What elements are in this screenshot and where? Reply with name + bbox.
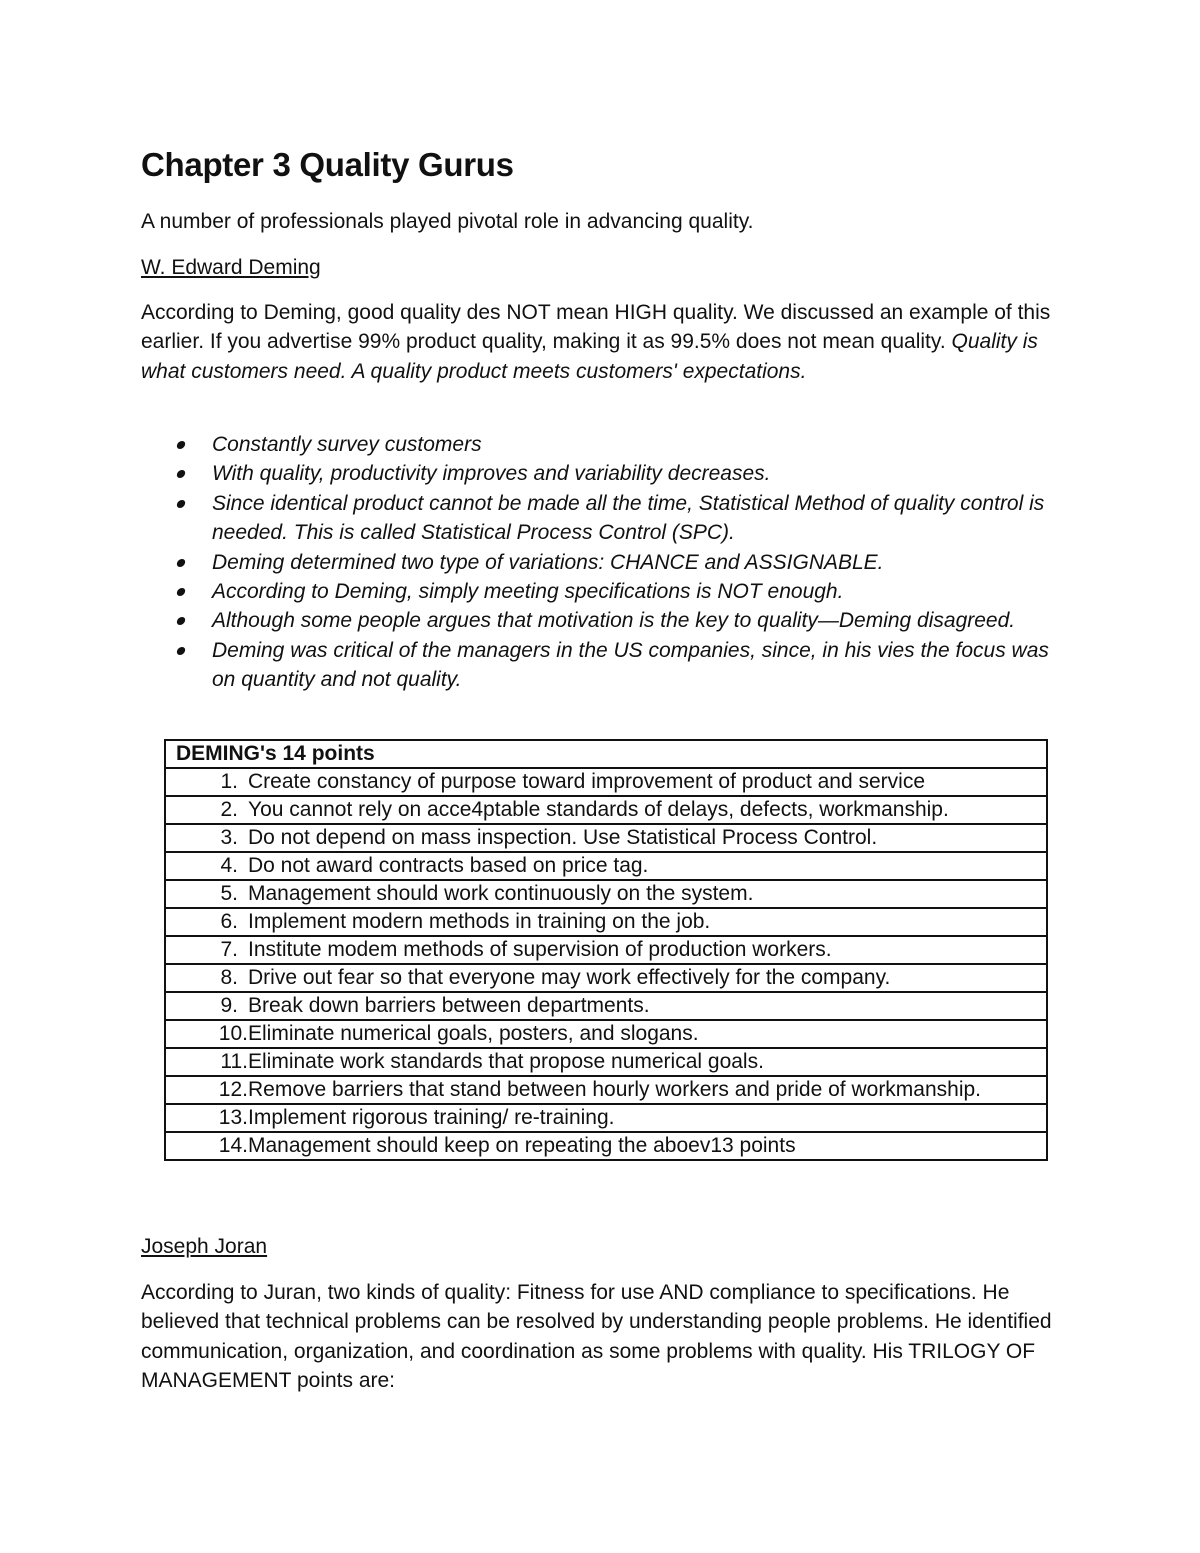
point-number: 5. bbox=[220, 882, 238, 905]
table-header: DEMING's 14 points bbox=[165, 740, 1047, 768]
table-cell bbox=[165, 768, 1047, 796]
table-cell bbox=[165, 1020, 1047, 1048]
point-text: Implement modern methods in training on the job. bbox=[248, 910, 711, 933]
table-cell bbox=[165, 964, 1047, 992]
bullet-icon bbox=[176, 588, 186, 596]
deming-paragraph-text: According to Deming, good quality des NOT mean HIGH quality. We discussed an example of this earlier. If you advertise 99% product quality, making it as 99.5% does not mean quality. bbox=[141, 301, 1051, 354]
point-text: Institute modem methods of supervision of production workers. bbox=[248, 938, 832, 961]
point-number: 12. bbox=[218, 1078, 248, 1101]
table-row bbox=[165, 852, 1047, 880]
table-cell bbox=[165, 992, 1047, 1020]
table-cell bbox=[165, 1048, 1047, 1076]
juran-heading: Joseph Joran bbox=[141, 1235, 268, 1258]
point-number: 8. bbox=[220, 966, 238, 989]
point-text: Remove barriers that stand between hourly workers and pride of workmanship. bbox=[248, 1078, 982, 1101]
table-cell bbox=[165, 1076, 1047, 1104]
point-number: 13. bbox=[218, 1106, 248, 1129]
point-text: Management should keep on repeating the aboev13 points bbox=[248, 1134, 796, 1157]
point-number: 1. bbox=[220, 770, 238, 793]
list-item: Constantly survey customers bbox=[141, 430, 1061, 459]
point-text: Break down barriers between departments. bbox=[248, 994, 650, 1017]
point-number: 7. bbox=[220, 938, 238, 961]
list-item: According to Deming, simply meeting specifications is NOT enough. bbox=[141, 577, 1061, 606]
point-number: 14. bbox=[218, 1134, 248, 1157]
bullet-icon bbox=[176, 647, 186, 655]
table-row bbox=[165, 1132, 1047, 1160]
table-row bbox=[165, 1020, 1047, 1048]
table-row bbox=[165, 992, 1047, 1020]
table-row bbox=[165, 1076, 1047, 1104]
list-item: Deming determined two type of variations: CHANCE and ASSIGNABLE. bbox=[141, 548, 1061, 577]
table-cell bbox=[165, 824, 1047, 852]
table-row bbox=[165, 768, 1047, 796]
list-item: Since identical product cannot be made all the time, Statistical Method of quality control is needed. This is called Statistical Process Control (SPC). bbox=[141, 489, 1061, 548]
table-cell bbox=[165, 1132, 1047, 1160]
bullet-icon bbox=[176, 500, 186, 508]
bullet-icon bbox=[176, 470, 186, 478]
table-cell bbox=[165, 1104, 1047, 1132]
point-number: 10. bbox=[218, 1022, 248, 1045]
table-cell bbox=[165, 852, 1047, 880]
bullet-icon bbox=[176, 617, 186, 625]
table-row bbox=[165, 880, 1047, 908]
point-number: 2. bbox=[220, 798, 238, 821]
point-text: Eliminate numerical goals, posters, and slogans. bbox=[248, 1022, 699, 1045]
table-row bbox=[165, 1104, 1047, 1132]
bullet-icon bbox=[176, 559, 186, 567]
point-text: Management should work continuously on the system. bbox=[248, 882, 754, 905]
point-number: 4. bbox=[220, 854, 238, 877]
point-number: 6. bbox=[220, 910, 238, 933]
table-header-row bbox=[165, 740, 1047, 768]
table-cell bbox=[165, 936, 1047, 964]
point-number: 9. bbox=[220, 994, 238, 1017]
point-text: Eliminate work standards that propose numerical goals. bbox=[248, 1050, 764, 1073]
deming-14-points-table bbox=[164, 739, 1048, 1161]
table-row bbox=[165, 964, 1047, 992]
table-cell bbox=[165, 796, 1047, 824]
point-number: 11. bbox=[220, 1050, 248, 1073]
page-title: Chapter 3 Quality Gurus bbox=[141, 146, 514, 183]
list-item: Deming was critical of the managers in the US companies, since, in his vies the focus was on quantity and not quality. bbox=[141, 636, 1061, 695]
table-row bbox=[165, 1048, 1047, 1076]
list-item: Although some people argues that motivation is the key to quality—Deming disagreed. bbox=[141, 606, 1061, 635]
point-text: Do not depend on mass inspection. Use Statistical Process Control. bbox=[248, 826, 878, 849]
table-row bbox=[165, 824, 1047, 852]
deming-bullet-list bbox=[141, 430, 1061, 695]
bullet-icon bbox=[176, 441, 186, 449]
table-row bbox=[165, 936, 1047, 964]
table-cell bbox=[165, 880, 1047, 908]
juran-paragraph: According to Juran, two kinds of quality: Fitness for use AND compliance to specifications. He believed that technical problems can be resolved by understanding people problems. He identified communication, organization, and coordination as some problems with quality. His TRILOGY OF MANAGEMENT points are: bbox=[141, 1281, 1052, 1392]
point-text: Do not award contracts based on price tag. bbox=[248, 854, 649, 877]
table-row bbox=[165, 908, 1047, 936]
deming-heading: W. Edward Deming bbox=[141, 256, 321, 279]
point-text: Create constancy of purpose toward improvement of product and service bbox=[248, 770, 926, 793]
point-number: 3. bbox=[220, 826, 238, 849]
table-row bbox=[165, 796, 1047, 824]
point-text: You cannot rely on acce4ptable standards of delays, defects, workmanship. bbox=[248, 798, 949, 821]
intro-paragraph: A number of professionals played pivotal role in advancing quality. bbox=[141, 210, 754, 233]
deming-paragraph-italic: Quality is what customers need. A quality product meets customers' expectations. bbox=[141, 330, 1038, 383]
table-cell bbox=[165, 908, 1047, 936]
list-item: With quality, productivity improves and variability decreases. bbox=[141, 459, 1061, 488]
point-text: Drive out fear so that everyone may work effectively for the company. bbox=[248, 966, 891, 989]
point-text: Implement rigorous training/ re-training. bbox=[248, 1106, 615, 1129]
deming-paragraph bbox=[141, 298, 1071, 386]
